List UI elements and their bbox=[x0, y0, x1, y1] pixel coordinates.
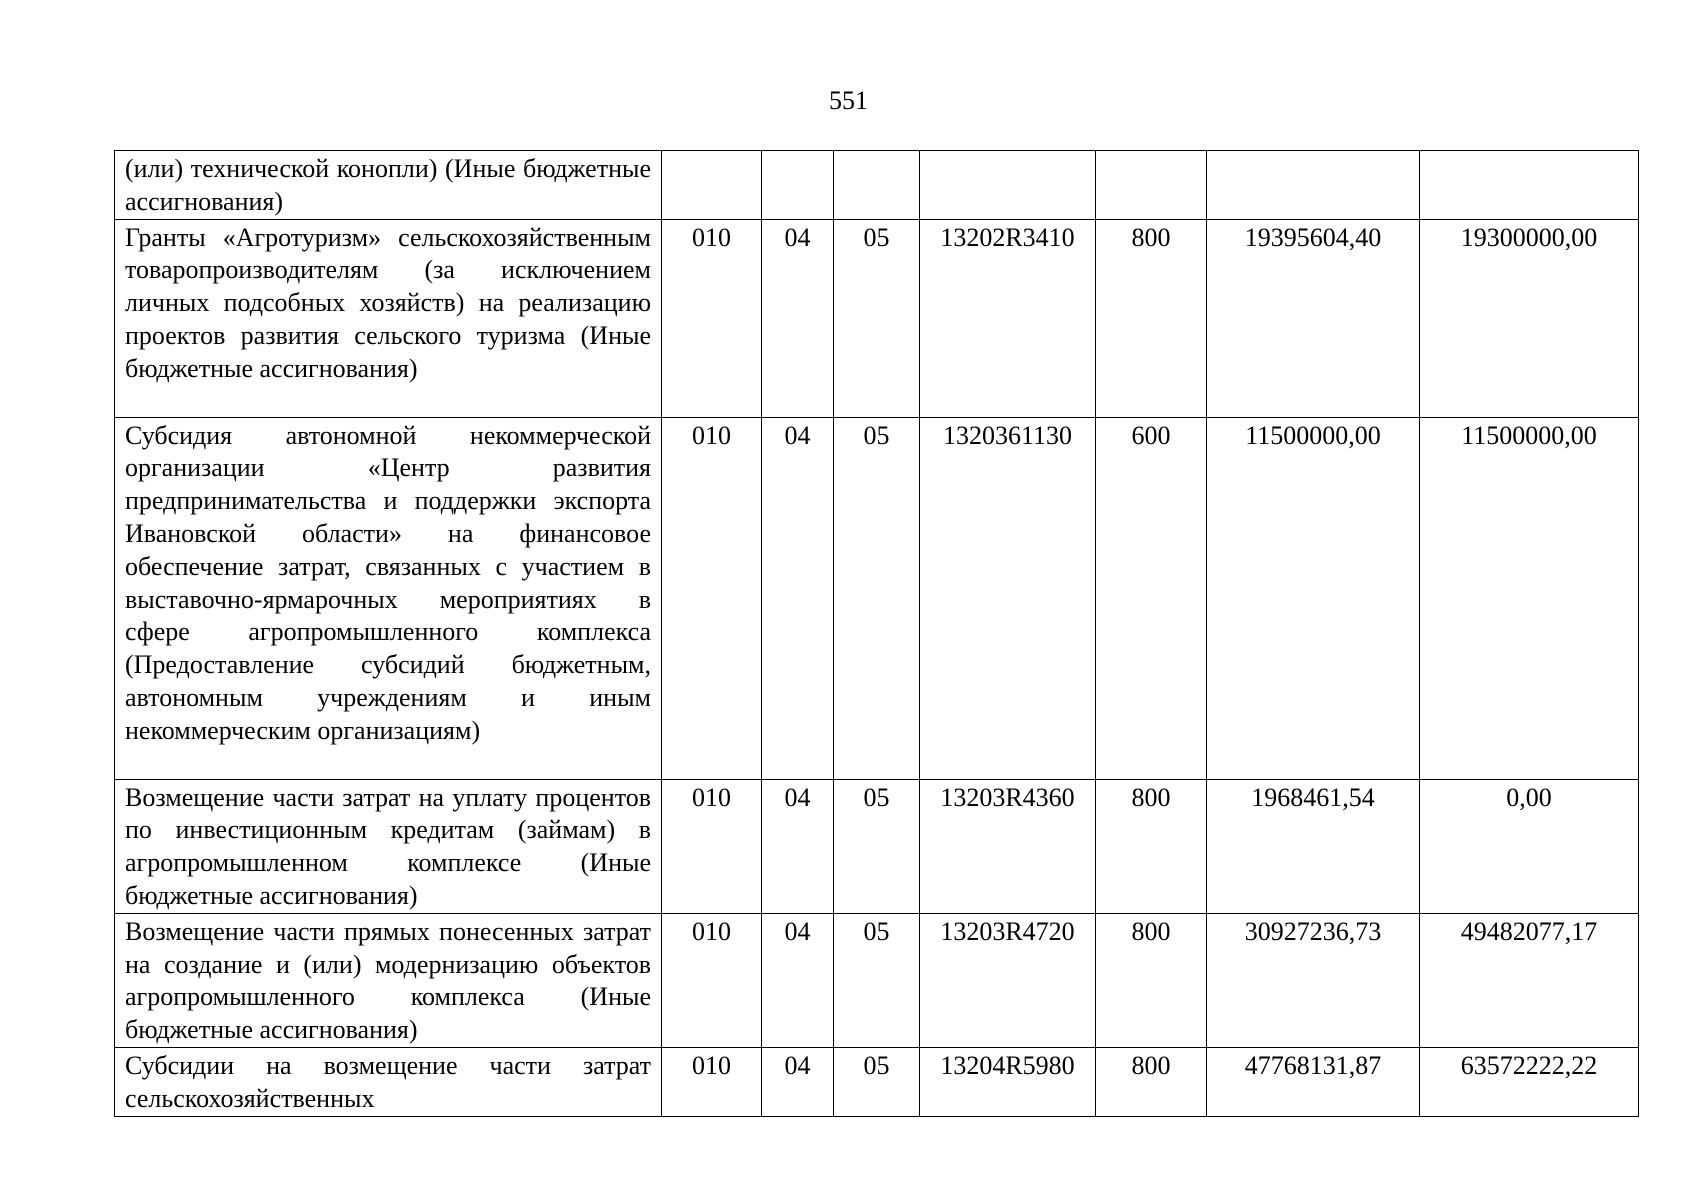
expense-type-cell: 600 bbox=[1096, 417, 1207, 779]
target-article-cell: 13203R4360 bbox=[920, 779, 1096, 913]
sum-1-cell: 1968461,54 bbox=[1207, 779, 1420, 913]
sum-2-cell: 19300000,00 bbox=[1420, 219, 1639, 417]
target-article-cell: 13202R3410 bbox=[920, 219, 1096, 417]
description-cell: Гранты «Агротуризм» сельскохозяйственным товаропроизводителям (за исключением личных подсобных хозяйств) на реализацию проектов развития сельского туризма (Иные бюджетные ассигнования) bbox=[115, 219, 662, 417]
target-article-cell: 1320361130 bbox=[920, 417, 1096, 779]
section-cell: 04 bbox=[762, 779, 834, 913]
grbs-cell bbox=[662, 151, 762, 220]
grbs-cell: 010 bbox=[662, 913, 762, 1047]
sum-1-cell: 11500000,00 bbox=[1207, 417, 1420, 779]
section-cell: 04 bbox=[762, 913, 834, 1047]
subsection-cell: 05 bbox=[834, 1047, 920, 1116]
expense-type-cell bbox=[1096, 151, 1207, 220]
sum-2-cell: 0,00 bbox=[1420, 779, 1639, 913]
target-article-cell: 13204R5980 bbox=[920, 1047, 1096, 1116]
expense-type-cell: 800 bbox=[1096, 219, 1207, 417]
table-body bbox=[115, 151, 1639, 1117]
page-number: 551 bbox=[829, 86, 868, 115]
sum-2-cell: 11500000,00 bbox=[1420, 417, 1639, 779]
grbs-cell: 010 bbox=[662, 1047, 762, 1116]
sum-2-cell: 49482077,17 bbox=[1420, 913, 1639, 1047]
table-row bbox=[115, 779, 1639, 913]
subsection-cell: 05 bbox=[834, 219, 920, 417]
expense-type-cell: 800 bbox=[1096, 779, 1207, 913]
description-cell: Возмещение части затрат на уплату процентов по инвестиционным кредитам (займам) в агропромышленном комплексе (Иные бюджетные ассигнования) bbox=[115, 779, 662, 913]
sum-2-cell: 63572222,22 bbox=[1420, 1047, 1639, 1116]
sum-1-cell: 19395604,40 bbox=[1207, 219, 1420, 417]
expense-type-cell: 800 bbox=[1096, 913, 1207, 1047]
budget-table bbox=[114, 150, 1639, 1117]
table-row bbox=[115, 913, 1639, 1047]
description-cell: (или) технической конопли) (Иные бюджетные ассигнования) bbox=[115, 151, 662, 220]
table-row bbox=[115, 417, 1639, 779]
grbs-cell: 010 bbox=[662, 417, 762, 779]
table-row bbox=[115, 1047, 1639, 1116]
target-article-cell: 13203R4720 bbox=[920, 913, 1096, 1047]
section-cell: 04 bbox=[762, 417, 834, 779]
subsection-cell: 05 bbox=[834, 913, 920, 1047]
grbs-cell: 010 bbox=[662, 779, 762, 913]
subsection-cell: 05 bbox=[834, 417, 920, 779]
description-cell: Возмещение части прямых понесенных затрат на создание и (или) модернизацию объектов агропромышленного комплекса (Иные бюджетные ассигнования) bbox=[115, 913, 662, 1047]
description-cell: Субсидия автономной некоммерческой организации «Центр развития предпринимательства и поддержки экспорта Ивановской области» на финансовое обеспечение затрат, связанных с участием в выставочно-ярмарочных мероприятиях в сфере агропромышленного комплекса (Предоставление субсидий бюджетным, автономным учреждениям и иным некоммерческим организациям) bbox=[115, 417, 662, 779]
sum-1-cell: 47768131,87 bbox=[1207, 1047, 1420, 1116]
sum-2-cell bbox=[1420, 151, 1639, 220]
target-article-cell bbox=[920, 151, 1096, 220]
description-cell: Субсидии на возмещение части затрат сельскохозяйственных bbox=[115, 1047, 662, 1116]
table-row bbox=[115, 219, 1639, 417]
sum-1-cell bbox=[1207, 151, 1420, 220]
grbs-cell: 010 bbox=[662, 219, 762, 417]
section-cell bbox=[762, 151, 834, 220]
table-row bbox=[115, 151, 1639, 220]
expense-type-cell: 800 bbox=[1096, 1047, 1207, 1116]
section-cell: 04 bbox=[762, 1047, 834, 1116]
subsection-cell bbox=[834, 151, 920, 220]
section-cell: 04 bbox=[762, 219, 834, 417]
subsection-cell: 05 bbox=[834, 779, 920, 913]
sum-1-cell: 30927236,73 bbox=[1207, 913, 1420, 1047]
